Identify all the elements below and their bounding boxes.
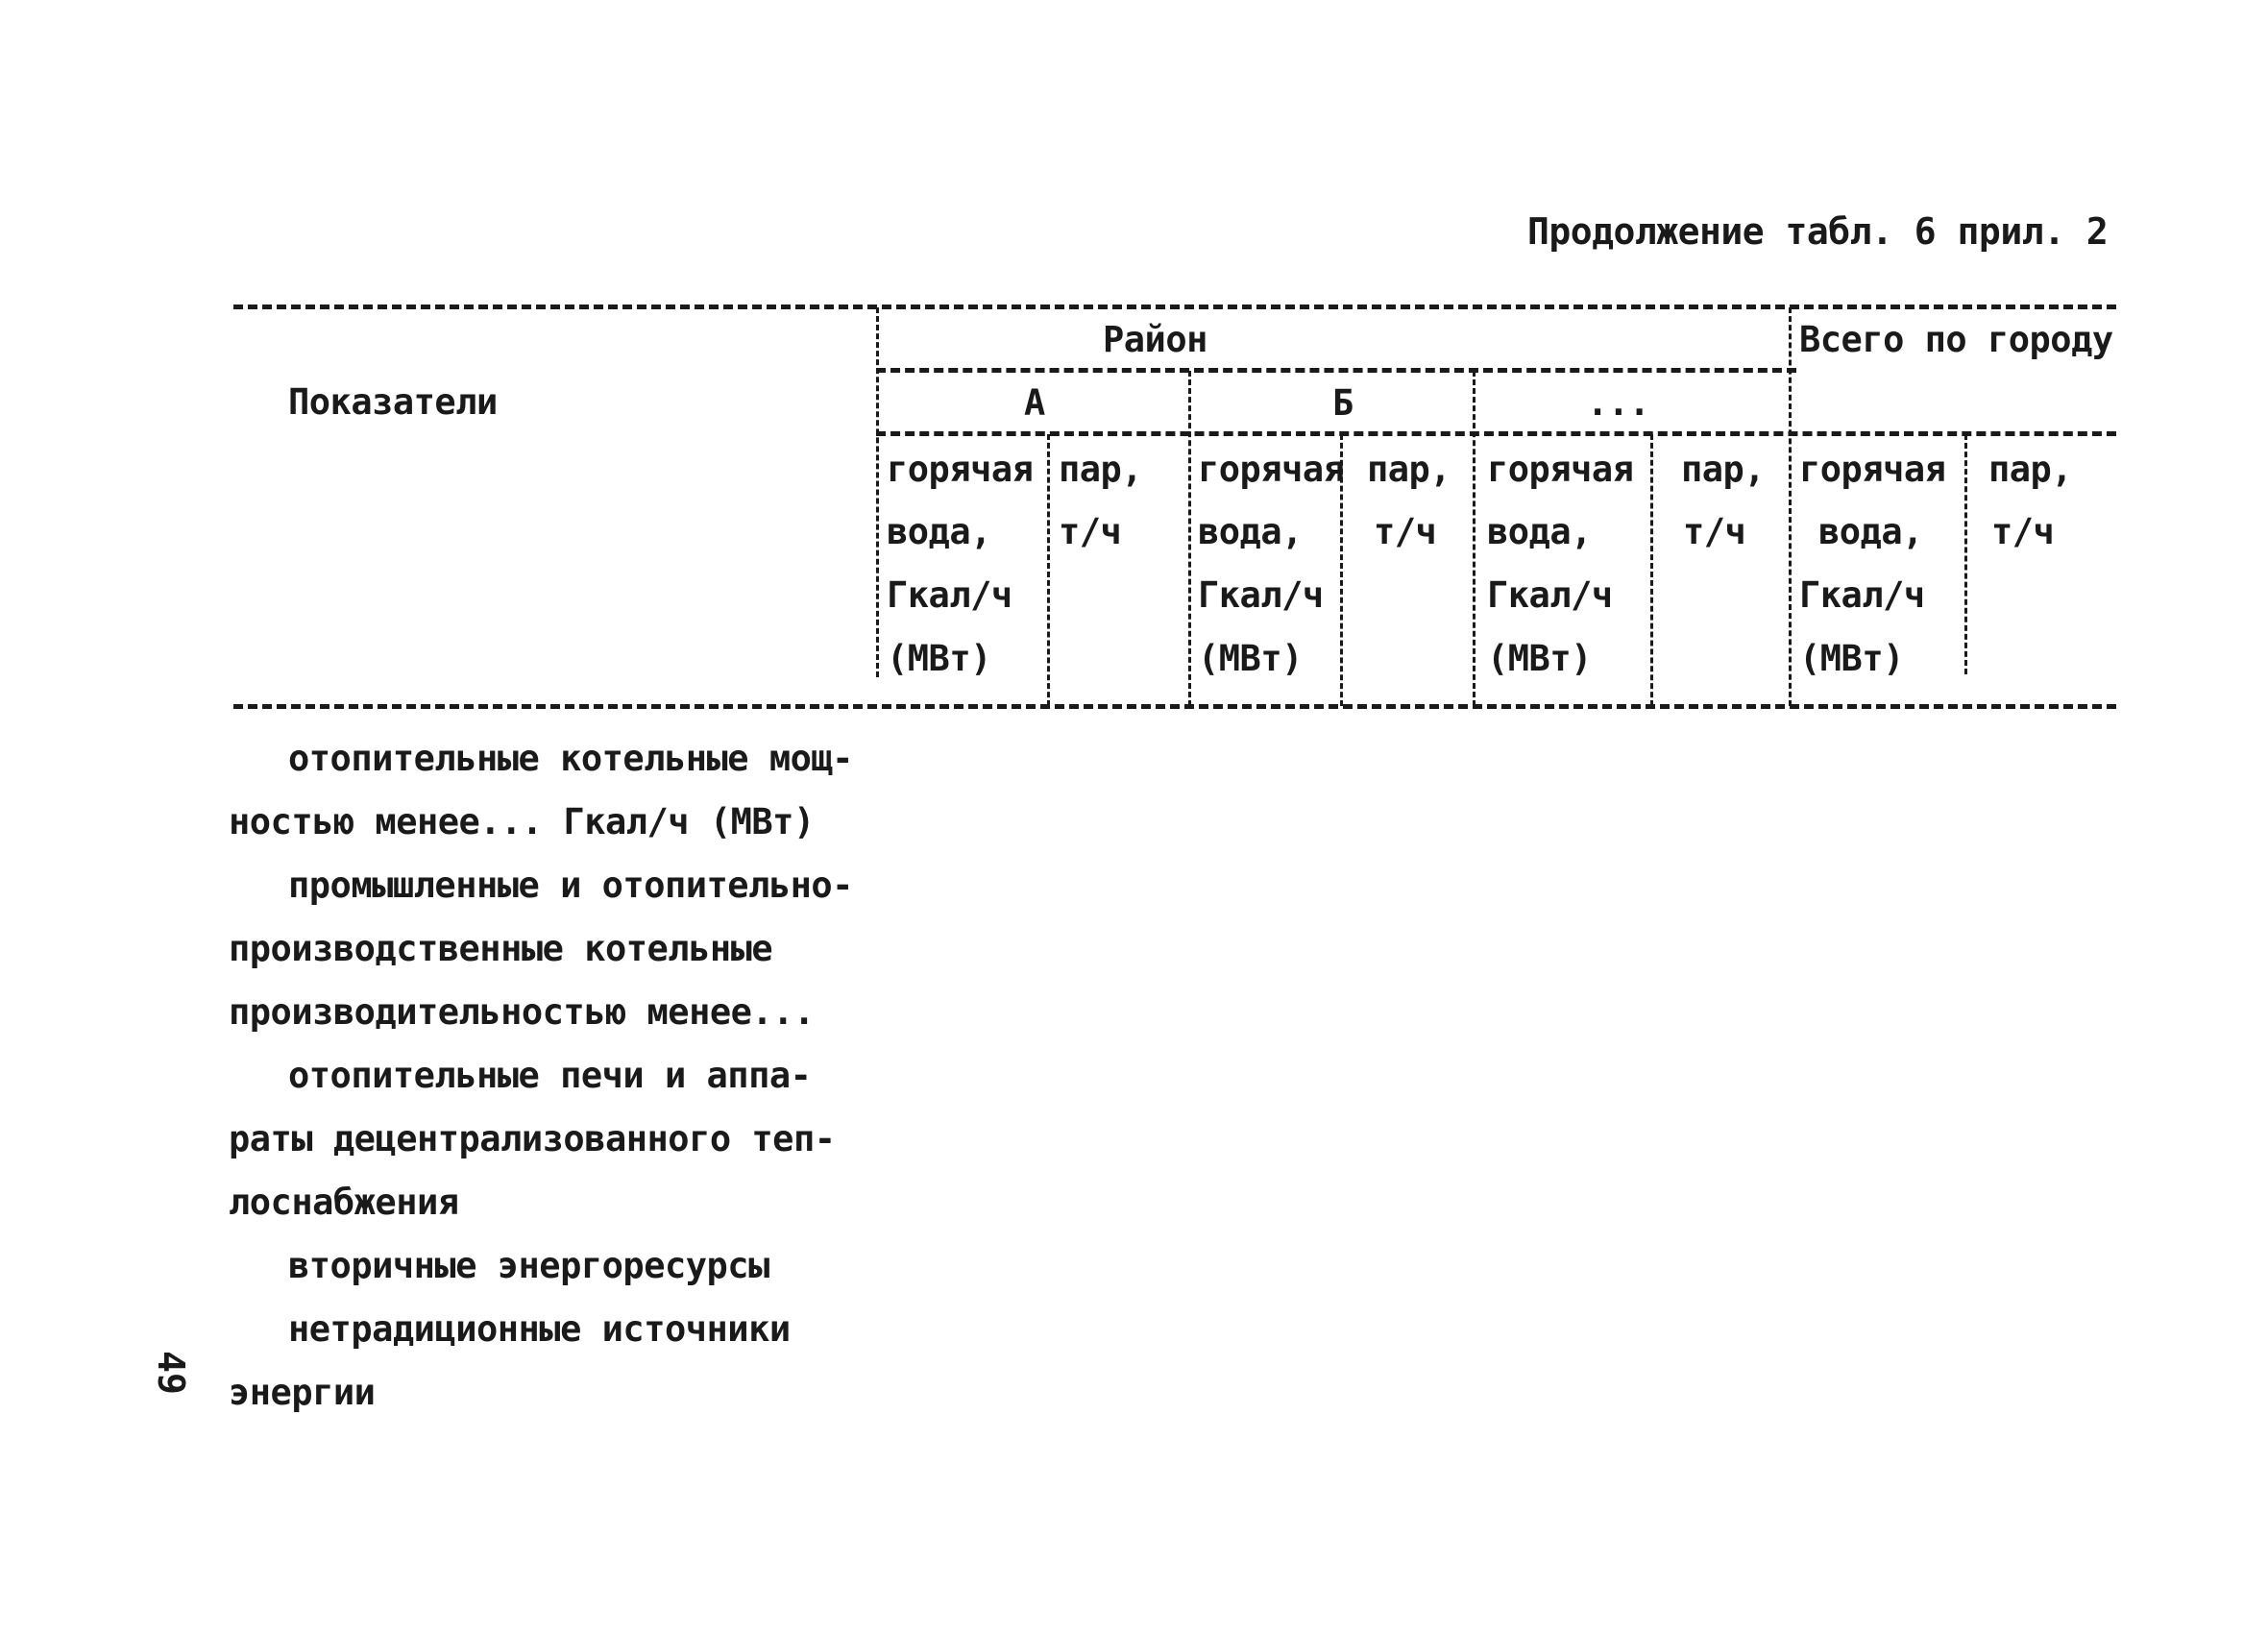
- a-steam-line-2: т/ч: [1059, 511, 1122, 552]
- etc-hot-water-line-4: (МВт): [1487, 638, 1592, 679]
- district-rule: [876, 368, 1796, 373]
- column-header-indicators: Показатели: [288, 381, 498, 423]
- b-hot-water-line-1: горячая: [1198, 449, 1345, 490]
- row-label-alternative-sources-line-1: нетрадиционные источники: [288, 1308, 791, 1350]
- row-label-secondary-resources: вторичные энергоресурсы: [288, 1245, 769, 1286]
- table-top-rule: [233, 305, 2116, 309]
- row-label-stoves-line-3: лоснабжения: [229, 1182, 459, 1223]
- total-steam-line-1: пар,: [1988, 449, 2073, 490]
- row-label-stoves-line-2: раты децентрализованного теп-: [229, 1118, 836, 1159]
- etc-hot-water-line-2: вода,: [1487, 511, 1592, 552]
- district-a-label: А: [1024, 382, 1045, 424]
- subheader-rule: [876, 431, 2116, 436]
- b-hot-water-line-4: (МВт): [1198, 638, 1303, 679]
- col-divider-total: [1789, 307, 1792, 706]
- column-header-district: Район: [1103, 319, 1207, 360]
- row-label-industrial-boilers-line-3: производительностью менее...: [229, 991, 815, 1033]
- table-header-bottom-rule: [233, 704, 2116, 709]
- total-hot-water-line-3: Гкал/ч: [1799, 574, 1925, 616]
- etc-hot-water-line-1: горячая: [1487, 449, 1634, 490]
- a-hot-water-line-3: Гкал/ч: [887, 574, 1012, 616]
- table-caption: Продолжение табл. 6 прил. 2: [1527, 210, 2109, 253]
- col-divider-b: [1188, 371, 1191, 706]
- total-hot-water-line-4: (МВт): [1799, 638, 1904, 679]
- a-hot-water-line-2: вода,: [887, 511, 991, 552]
- column-header-city-total: Всего по городу: [1799, 319, 2113, 360]
- page-number: 49: [149, 1351, 192, 1395]
- col-divider-etc: [1473, 371, 1475, 706]
- b-steam-line-1: пар,: [1367, 449, 1451, 490]
- col-divider-indicator: [876, 307, 879, 677]
- district-b-label: Б: [1332, 382, 1353, 424]
- etc-steam-line-1: пар,: [1681, 449, 1766, 490]
- etc-steam-line-2: т/ч: [1683, 511, 1746, 552]
- row-label-alternative-sources-line-2: энергии: [229, 1372, 376, 1413]
- row-label-heating-boilers-line-1: отопительные котельные мощ-: [288, 738, 853, 779]
- row-label-industrial-boilers-line-1: промышленные и отопительно-: [288, 865, 853, 906]
- a-steam-line-1: пар,: [1059, 449, 1143, 490]
- row-label-industrial-boilers-line-2: производственные котельные: [229, 928, 773, 969]
- b-hot-water-line-2: вода,: [1198, 511, 1303, 552]
- row-label-stoves-line-1: отопительные печи и аппа-: [288, 1055, 812, 1096]
- total-hot-water-line-1: горячая: [1799, 449, 1946, 490]
- total-hot-water-line-2: вода,: [1818, 511, 1923, 552]
- a-hot-water-line-4: (МВт): [887, 638, 991, 679]
- b-hot-water-line-3: Гкал/ч: [1198, 574, 1324, 616]
- b-steam-line-2: т/ч: [1374, 511, 1437, 552]
- total-steam-line-2: т/ч: [1991, 511, 2055, 552]
- col-divider-etc-steam: [1650, 434, 1653, 706]
- row-label-heating-boilers-line-2: ностью менее... Гкал/ч (МВт): [229, 801, 815, 842]
- col-divider-a-steam: [1047, 434, 1050, 706]
- district-etc-label: ...: [1587, 382, 1650, 424]
- a-hot-water-line-1: горячая: [887, 449, 1034, 490]
- etc-hot-water-line-3: Гкал/ч: [1487, 574, 1613, 616]
- col-divider-total-steam: [1964, 434, 1967, 674]
